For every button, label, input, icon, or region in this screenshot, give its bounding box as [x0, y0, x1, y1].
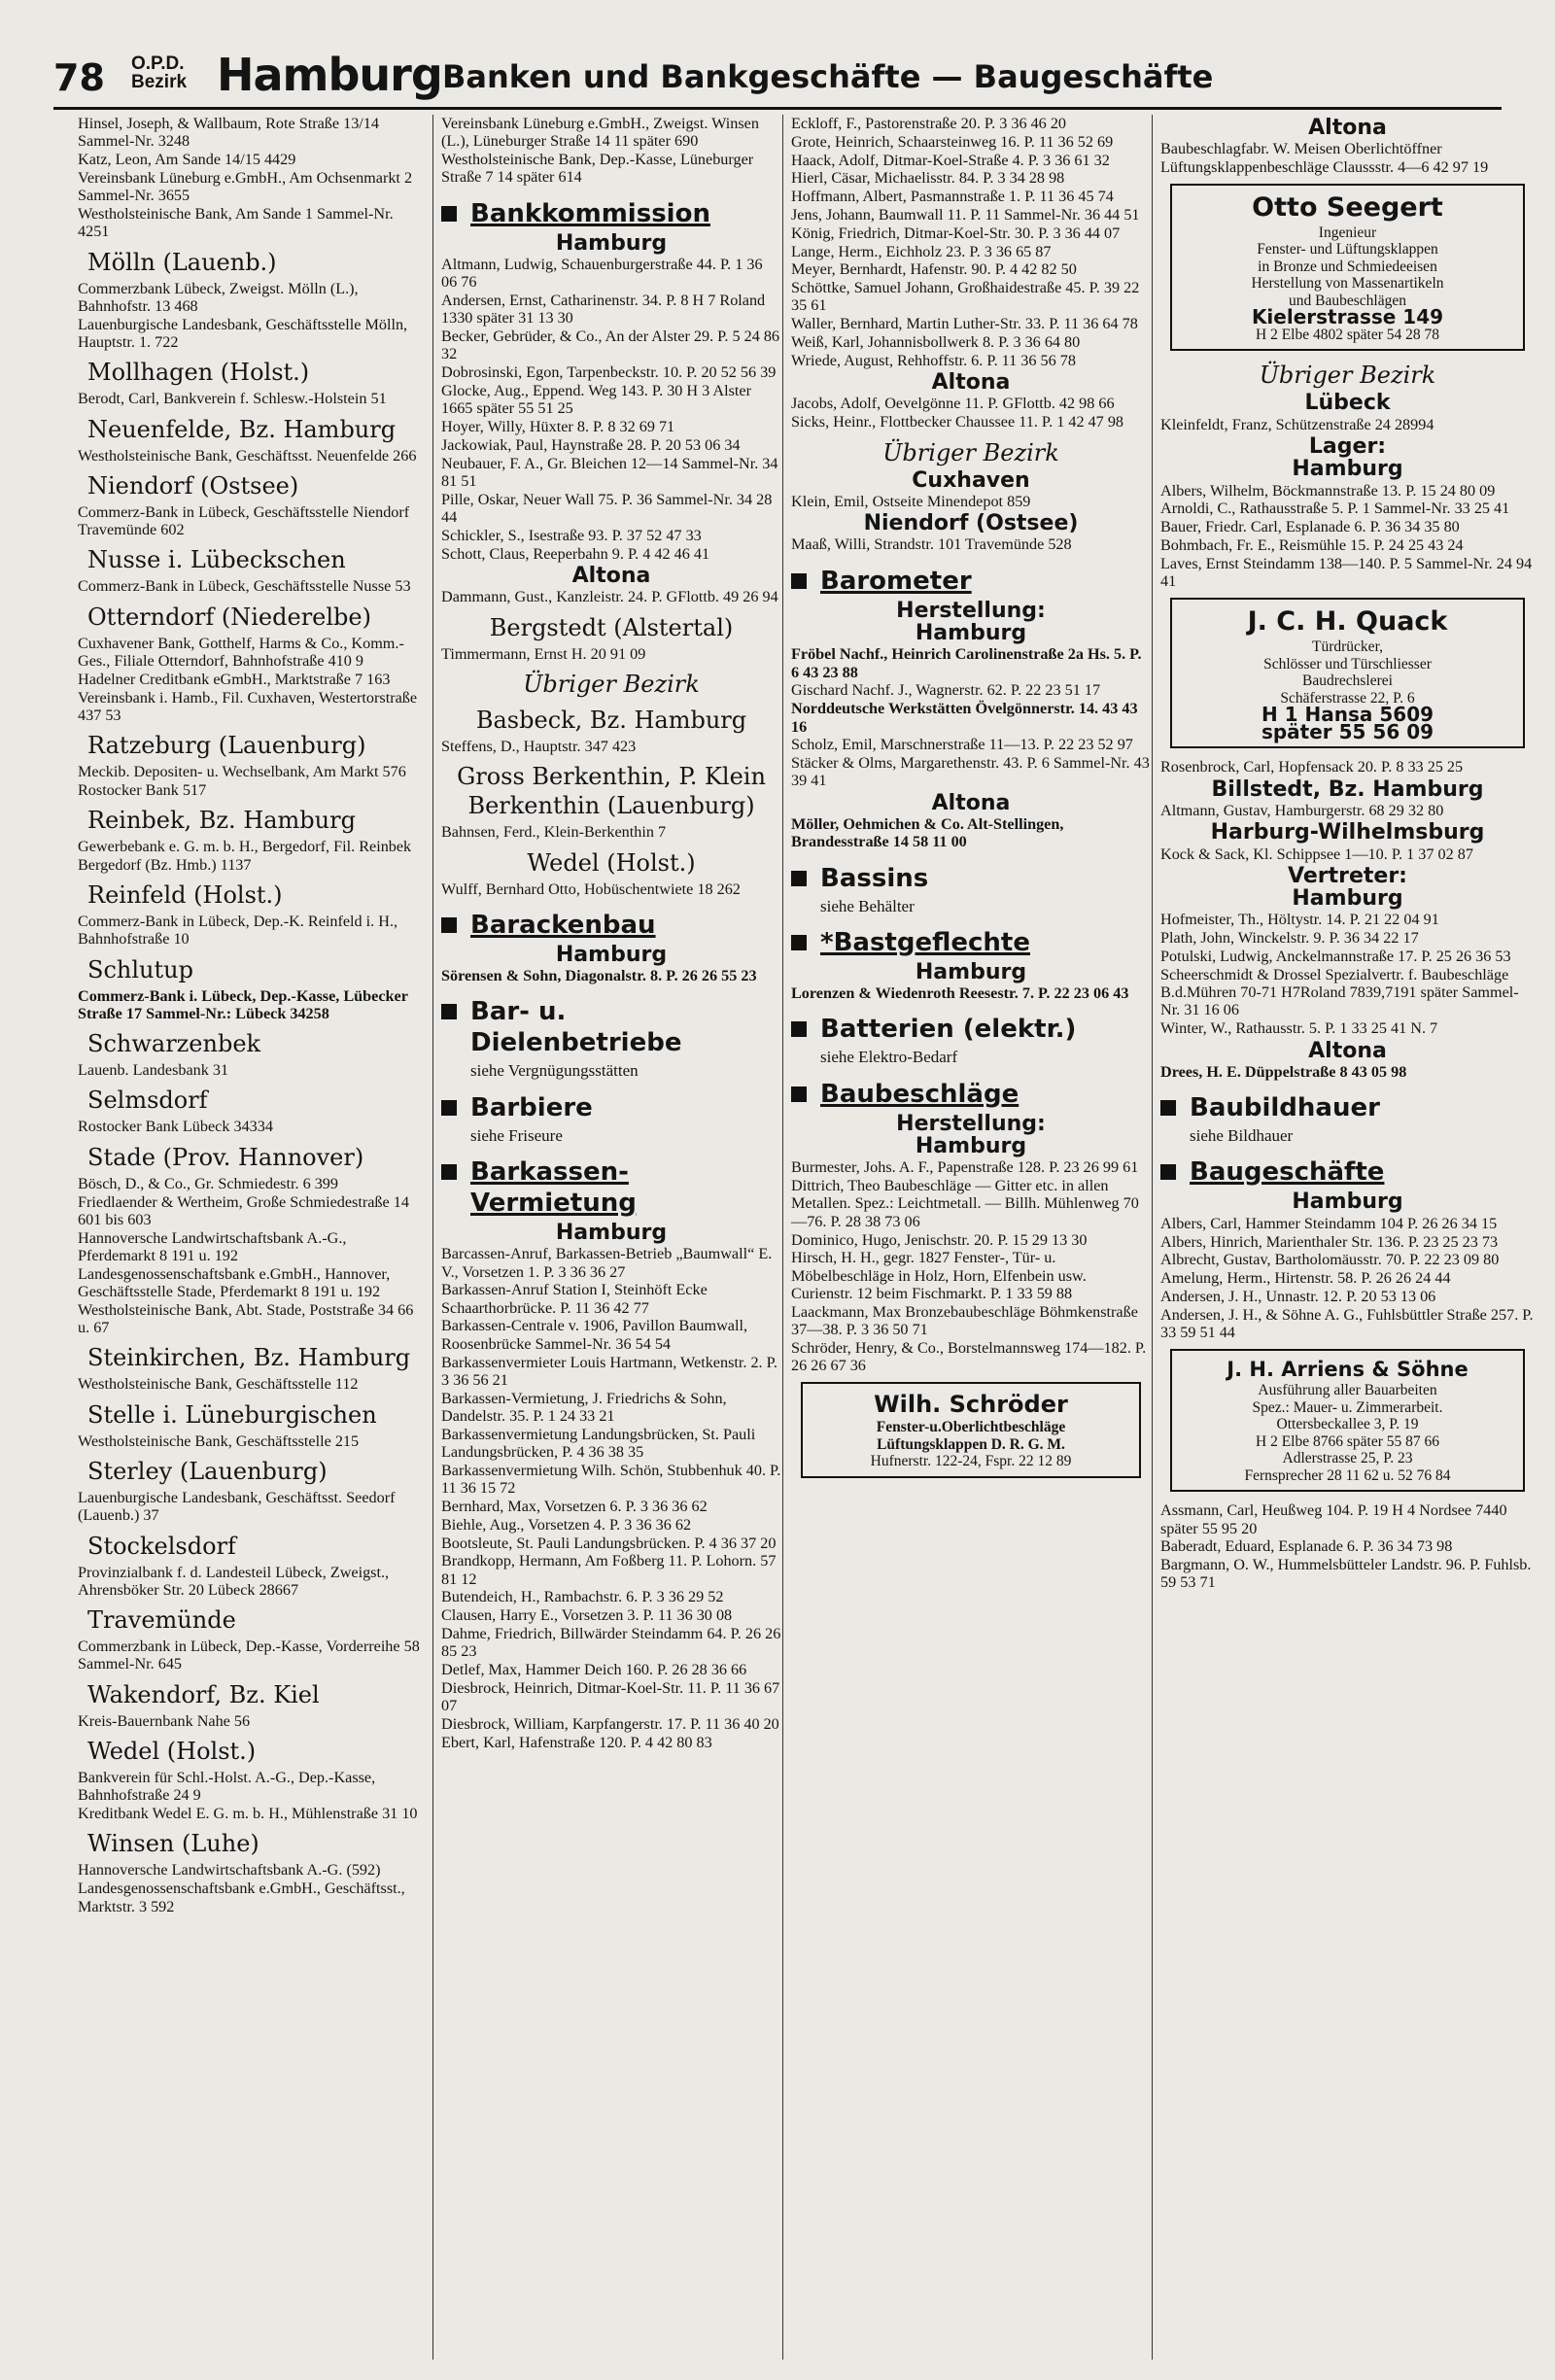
place-heading: Schwarzenbek: [87, 1030, 261, 1058]
category-heading-barbiere: Barbiere: [441, 1092, 781, 1123]
advertisement-box: [801, 1382, 1141, 1478]
place-heading: Wakendorf, Bz. Kiel: [87, 1680, 320, 1708]
list-item: Meyer, Bernhardt, Hafenstr. 90. P. 4 42 82 50: [791, 260, 1077, 279]
list-item: Meckib. Depositen- u. Wechselbank, Am Markt 576: [78, 763, 406, 781]
list-item: Fröbel Nachf., Heinrich Carolinenstraße 2a Hs. 5. P. 6 43 23 88: [791, 645, 1142, 681]
place-heading: Gross Berkenthin, P. Klein Berkenthin (Lauenburg): [457, 763, 766, 820]
ad-line: Fernsprecher 28 11 62 u. 52 76 84: [1244, 1466, 1451, 1484]
sub-heading: Hamburg: [915, 1134, 1027, 1159]
list-item: Brandkopp, Hermann, Am Foßberg 11. P. Lohorn. 57 81 12: [441, 1552, 777, 1588]
sub-heading: Altona: [1308, 1038, 1387, 1063]
ad-line: Ausführung aller Bauarbeiten: [1258, 1382, 1437, 1399]
list-item: Kleinfeldt, Franz, Schützenstraße 24 28994: [1160, 415, 1434, 433]
place-heading: Reinfeld (Holst.): [87, 880, 283, 909]
sub-heading: Hamburg: [555, 942, 668, 967]
list-item: Commerzbank Lübeck, Zweigst. Mölln (L.), Bahnhofstr. 13 468: [78, 279, 359, 315]
category-heading-bar: Bar- u. Dielenbetriebe: [441, 996, 781, 1058]
square-bullet-icon: [791, 1021, 807, 1037]
district-label: O.P.D. Bezirk: [131, 53, 188, 92]
ad-line: Adlerstrasse 25, P. 23: [1282, 1450, 1413, 1467]
list-item: Sicks, Heinr., Flottbecker Chaussee 11. P. 1 42 47 98: [791, 413, 1124, 431]
list-item: Kock & Sack, Kl. Schippsee 1—10. P. 1 37 02 87: [1160, 845, 1473, 863]
list-item: Becker, Gebrüder, & Co., An der Alster 29. P. 5 24 86 32: [441, 328, 780, 363]
ad-line: Hufnerstr. 122-24, Fspr. 22 12 89: [870, 1453, 1072, 1470]
sub-heading: Hamburg: [1292, 1190, 1403, 1215]
ad-firm-name: Wilh. Schröder: [874, 1391, 1068, 1419]
list-item: Wulff, Bernhard Otto, Hobüschentwiete 18 262: [441, 880, 741, 898]
ad-line: Ingenieur: [1318, 224, 1377, 241]
list-item: Baberadt, Eduard, Esplanade 6. P. 36 34 73 98: [1160, 1537, 1453, 1556]
list-item: Biehle, Aug., Vorsetzen 4. P. 3 36 36 62: [441, 1515, 692, 1534]
list-item: König, Friedrich, Ditmar-Koel-Str. 30. P. 3 36 44 07: [791, 224, 1121, 242]
list-item: Barkassenvermietung Landungsbrücken, St. Pauli Landungsbrücken, P. 4 36 38 35: [441, 1425, 756, 1462]
list-item: Jackowiak, Paul, Haynstraße 28. P. 20 53 06 34: [441, 435, 741, 454]
place-heading: Nusse i. Lübeckschen: [87, 546, 346, 574]
place-heading: Stelle i. Lüneburgischen: [87, 1400, 377, 1429]
list-item: Steffens, D., Hauptstr. 347 423: [441, 737, 637, 755]
list-item: Plath, John, Winckelstr. 9. P. 36 34 22 17: [1160, 929, 1419, 948]
list-item: Möller, Oehmichen & Co. Alt-Stellingen, Brandesstraße 14 58 11 00: [791, 815, 1064, 851]
list-item: Barkassen-Centrale v. 1906, Pavillon Baumwall, Roosenbrücke Sammel-Nr. 36 54 54: [441, 1317, 747, 1353]
ad-line: H 2 Elbe 4802 später 54 28 78: [1256, 326, 1439, 343]
place-heading: Übriger Bezirk: [882, 438, 1059, 466]
list-item: Rosenbrock, Carl, Hopfensack 20. P. 8 33 25 25: [1160, 758, 1464, 776]
list-item: Schröder, Henry, & Co., Borstelmannsweg 174—182. P. 26 26 67 36: [791, 1338, 1147, 1375]
square-bullet-icon: [791, 573, 807, 589]
ad-line: später 55 56 09: [1261, 719, 1434, 743]
sub-heading: Niendorf (Ostsee): [863, 511, 1079, 536]
list-item: Hofmeister, Th., Höltystr. 14. P. 21 22 04 91: [1160, 911, 1439, 929]
ad-line: und Baubeschlägen: [1289, 292, 1406, 309]
page-number: 78: [53, 56, 105, 99]
sub-heading: Harburg-Wilhelmsburg: [1210, 820, 1485, 845]
list-item: Rostocker Bank 517: [78, 781, 207, 800]
list-item: Maaß, Willi, Strandstr. 101 Travemünde 528: [791, 535, 1072, 554]
sub-heading: Hamburg: [555, 230, 668, 256]
ad-line: Schlösser und Türschliesser: [1263, 655, 1432, 673]
list-item: Hirsch, H. H., gegr. 1827 Fenster-, Tür- u. Möbelbeschläge in Holz, Horn, Elfenbein usw. Curienstr. 12 beim Fischmarkt. P. 1 33 59 88: [791, 1249, 1087, 1302]
square-bullet-icon: [441, 1004, 457, 1019]
square-bullet-icon: [791, 935, 807, 950]
list-item: Westholsteinische Bank, Geschäftsstelle 112: [78, 1375, 359, 1394]
category-heading-baubeschlaege: Baubeschläge: [791, 1079, 1151, 1110]
ad-line: Herstellung von Massenartikeln: [1251, 275, 1444, 293]
list-item: Waller, Bernhard, Martin Luther-Str. 33. P. 11 36 64 78: [791, 315, 1138, 333]
list-item: Barkassen-Vermietung, J. Friedrichs & Sohn, Dandelstr. 35. P. 1 24 33 21: [441, 1389, 727, 1425]
list-item: Barkassen-Anruf Station I, Steinhöft Ecke Schaarthorbrücke. P. 11 36 42 77: [441, 1281, 708, 1317]
column-4: [1152, 115, 1535, 2360]
list-item: Hannoversche Landwirtschaftsbank A.-G. (592): [78, 1861, 381, 1880]
list-item: Haack, Adolf, Ditmar-Koel-Straße 4. P. 3 36 61 32: [791, 151, 1110, 169]
list-item: Eckloff, F., Pastorenstraße 20. P. 3 36 46 20: [791, 115, 1067, 132]
place-heading: Stockelsdorf: [87, 1532, 236, 1560]
list-item: Albers, Wilhelm, Böckmannstraße 13. P. 15 24 80 09: [1160, 481, 1496, 500]
list-item: Timmermann, Ernst H. 20 91 09: [441, 644, 646, 663]
place-heading: Wedel (Holst.): [527, 848, 696, 877]
see-reference: siehe Behälter: [820, 896, 915, 915]
list-item: Westholsteinische Bank, Abt. Stade, Poststraße 34 66 u. 67: [78, 1300, 414, 1337]
list-item: Detlef, Max, Hammer Deich 160. P. 26 28 36 66: [441, 1661, 747, 1679]
ad-firm-name: J. C. H. Quack: [1247, 606, 1448, 638]
list-item: Laves, Ernst Steindamm 138—140. P. 5 Sammel-Nr. 24 94 41: [1160, 554, 1533, 591]
place-heading: Winsen (Luhe): [87, 1830, 259, 1858]
place-heading: Mollhagen (Holst.): [87, 359, 310, 387]
ad-line: Fenster- und Lüftungsklappen: [1257, 241, 1438, 259]
ad-line: Schäferstrasse 22, P. 6: [1280, 689, 1415, 707]
sub-heading: Vertreter:: [1288, 863, 1407, 888]
place-heading: Stade (Prov. Hannover): [87, 1143, 364, 1171]
column-3: [782, 115, 1151, 2360]
list-item: Hinsel, Joseph, & Wallbaum, Rote Straße 13/14 Sammel-Nr. 3248: [78, 115, 379, 151]
list-item: Dobrosinski, Egon, Tarpenbeckstr. 10. P. 20 52 56 39: [441, 363, 777, 382]
square-bullet-icon: [791, 1087, 807, 1102]
place-heading: Niendorf (Ostsee): [87, 471, 299, 500]
list-item: Schickler, S., Isestraße 93. P. 37 52 47 33: [441, 526, 702, 544]
square-bullet-icon: [1160, 1100, 1176, 1116]
list-item: Vereinsbank i. Hamb., Fil. Cuxhaven, Westertorstraße 437 53: [78, 688, 418, 724]
list-item: Jacobs, Adolf, Oevelgönne 11. P. GFlottb. 42 98 66: [791, 395, 1115, 413]
list-item: Burmester, Johs. A. F., Papenstraße 128. P. 23 26 99 61: [791, 1158, 1139, 1177]
see-reference: siehe Friseure: [470, 1125, 563, 1145]
place-heading: Sterley (Lauenburg): [87, 1457, 328, 1485]
list-item: Vereinsbank Lüneburg e.GmbH., Am Ochsenmarkt 2 Sammel-Nr. 3655: [78, 168, 413, 205]
list-item: Gischard Nachf. J., Wagnerstr. 62. P. 22 23 51 17: [791, 681, 1101, 700]
sub-heading: Hamburg: [915, 621, 1027, 646]
list-item: Commerzbank in Lübeck, Dep.-Kasse, Vorderreihe 58 Sammel-Nr. 645: [78, 1638, 420, 1673]
list-item: Bösch, D., & Co., Gr. Schmiedestr. 6 399: [78, 1174, 338, 1192]
ad-line: Spez.: Mauer- u. Zimmerarbeit.: [1252, 1398, 1443, 1416]
list-item: Dammann, Gust., Kanzleistr. 24. P. GFlottb. 49 26 94: [441, 588, 778, 606]
category-heading-bassins: Bassins: [791, 863, 1151, 894]
list-item: Assmann, Carl, Heußweg 104. P. 19 H 4 Nordsee 7440 später 55 95 20: [1160, 1501, 1507, 1537]
list-item: Commerz-Bank i. Lübeck, Dep.-Kasse, Lübecker Straße 17 Sammel-Nr.: Lübeck 34258: [78, 986, 408, 1022]
square-bullet-icon: [441, 206, 457, 222]
list-item: Schott, Claus, Reeperbahn 9. P. 4 42 46 41: [441, 544, 710, 563]
sub-heading: Hamburg: [1292, 457, 1403, 482]
sub-heading: Hamburg: [915, 959, 1027, 984]
list-item: Lauenburgische Landesbank, Geschäftsstelle Mölln, Hauptstr. 1. 722: [78, 315, 408, 351]
category-heading-baubildhauer: Baubildhauer: [1160, 1092, 1535, 1123]
ad-line: Kielerstrasse 149: [1251, 305, 1444, 329]
ad-line: in Bronze und Schmiedeeisen: [1258, 258, 1437, 275]
list-item: Drees, H. E. Düppelstraße 8 43 05 98: [1160, 1062, 1407, 1081]
place-heading: Übriger Bezirk: [523, 670, 700, 698]
page-header: [53, 49, 1502, 110]
sub-heading: Billstedt, Bz. Hamburg: [1211, 776, 1484, 802]
section-title: Banken und Bankgeschäfte — Baugeschäfte: [442, 58, 1214, 95]
list-item: Bargmann, O. W., Hummelsbütteler Landstr. 96. P. Fuhlsb. 59 53 71: [1160, 1556, 1532, 1592]
list-item: Baubeschlagfabr. W. Meisen Oberlichtöffner Lüftungsklappenbeschläge Claussstr. 4—6 42 97 19: [1160, 140, 1489, 176]
list-item: Lauenb. Landesbank 31: [78, 1061, 229, 1080]
list-item: Wriede, August, Rehhoffstr. 6. P. 11 36 56 78: [791, 351, 1076, 369]
sub-heading: Altona: [931, 370, 1011, 396]
list-item: Gewerbebank e. G. m. b. H., Bergedorf, Fil. Reinbek Bergedorf (Bz. Hmb.) 1137: [78, 838, 412, 874]
place-heading: Selmsdorf: [87, 1087, 208, 1115]
list-item: Albers, Hinrich, Marienthaler Str. 136. P. 23 25 23 73: [1160, 1232, 1499, 1251]
list-item: Landesgenossenschaftsbank e.GmbH., Hannover, Geschäftsstelle Stade, Pferdemarkt 8 191 u. 192: [78, 1264, 391, 1300]
list-item: Hoyer, Willy, Hüxter 8. P. 8 32 69 71: [441, 418, 675, 436]
column-1: [78, 115, 423, 2360]
sub-heading: Altona: [1308, 116, 1387, 140]
list-item: Commerz-Bank in Lübeck, Dep.-K. Reinfeld i. H., Bahnhofstraße 10: [78, 912, 398, 949]
category-heading-barkassen: Barkassen-Vermietung: [441, 1156, 781, 1219]
square-bullet-icon: [441, 1100, 457, 1116]
list-item: Kreditbank Wedel E. G. m. b. H., Mühlenstraße 31 10: [78, 1805, 418, 1823]
list-item: Altmann, Gustav, Hamburgerstr. 68 29 32 80: [1160, 801, 1444, 819]
sub-heading: Hamburg: [1292, 886, 1403, 912]
list-item: Altmann, Ludwig, Schauenburgerstraße 44. P. 1 36 06 76: [441, 255, 763, 292]
list-item: Stäcker & Olms, Margarethenstr. 43. P. 6 Sammel-Nr. 43 39 41: [791, 754, 1150, 790]
list-item: Sörensen & Sohn, Diagonalstr. 8. P. 26 26 55 23: [441, 967, 757, 985]
list-item: Commerz-Bank in Lübeck, Geschäftsstelle Niendorf Travemünde 602: [78, 502, 410, 539]
list-item: Schöttke, Samuel Johann, Großhaidestraße 45. P. 39 22 35 61: [791, 279, 1140, 315]
list-item: Albrecht, Gustav, Bartholomäusstr. 70. P. 22 23 09 80: [1160, 1251, 1500, 1269]
see-reference: siehe Vergnügungsstätten: [470, 1061, 639, 1081]
list-item: Butendeich, H., Rambachstr. 6. P. 3 36 29 52: [441, 1588, 724, 1606]
list-item: Westholsteinische Bank, Geschäftsst. Neuenfelde 266: [78, 446, 417, 465]
sub-heading: Herstellung:: [896, 1111, 1046, 1136]
list-item: Vereinsbank Lüneburg e.GmbH., Zweigst. Winsen (L.), Lüneburger Straße 14 11 später 690: [441, 115, 759, 151]
list-item: Lauenburgische Landesbank, Geschäftsst. Seedorf (Lauenb.) 37: [78, 1488, 396, 1525]
see-reference: siehe Elektro-Bedarf: [820, 1048, 958, 1067]
list-item: Jens, Johann, Baumwall 11. P. 11 Sammel-Nr. 36 44 51: [791, 205, 1140, 224]
place-heading: Schlutup: [87, 955, 193, 983]
list-item: Arnoldi, C., Rathausstraße 5. P. 1 Sammel-Nr. 33 25 41: [1160, 500, 1510, 518]
ad-line: Türdrücker,: [1312, 638, 1383, 656]
list-item: Friedlaender & Wertheim, Große Schmiedestraße 14 601 bis 603: [78, 1192, 409, 1228]
sub-heading: Cuxhaven: [912, 467, 1030, 493]
place-heading: Otterndorf (Niederelbe): [87, 603, 371, 631]
list-item: Dominico, Hugo, Jenischstr. 20. P. 15 29 13 30: [791, 1230, 1088, 1249]
list-item: Scholz, Emil, Marschnerstraße 11—13. P. 22 23 52 97: [791, 736, 1133, 754]
list-item: Albers, Carl, Hammer Steindamm 104 P. 26 26 34 15: [1160, 1214, 1498, 1232]
list-item: Lange, Herm., Eichholz 23. P. 3 36 65 87: [791, 242, 1052, 260]
list-item: Potulski, Ludwig, Anckelmannstraße 17. P. 25 26 36 53: [1160, 948, 1511, 966]
ad-line: Lüftungsklappen D. R. G. M.: [877, 1435, 1065, 1453]
list-item: Hadelner Creditbank eGmbH., Marktstraße 7 163: [78, 670, 391, 688]
list-item: Andersen, J. H., Unnastr. 12. P. 20 53 13 06: [1160, 1287, 1436, 1305]
sub-heading: Lager:: [1308, 433, 1387, 459]
list-item: Rostocker Bank Lübeck 34334: [78, 1118, 273, 1136]
place-heading: Steinkirchen, Bz. Hamburg: [87, 1344, 411, 1372]
list-item: Hierl, Cäsar, Michaelisstr. 84. P. 3 34 28 98: [791, 169, 1065, 188]
city-title: Hamburg: [217, 49, 442, 101]
list-item: Amelung, Herm., Hirtenstr. 58. P. 26 26 24 44: [1160, 1269, 1451, 1288]
list-item: Cuxhavener Bank, Gotthelf, Harms & Co., Komm.-Ges., Filiale Otterndorf, Bahnhofstraße 410 9: [78, 634, 404, 671]
ad-firm-name: J. H. Arriens & Söhne: [1227, 1358, 1469, 1382]
list-item: Weiß, Karl, Johannisbollwerk 8. P. 3 36 64 80: [791, 333, 1081, 352]
list-item: Bernhard, Max, Vorsetzen 6. P. 3 36 36 62: [441, 1497, 708, 1515]
list-item: Klein, Emil, Ostseite Minendepot 859: [791, 492, 1031, 510]
place-heading: Mölln (Lauenb.): [87, 248, 277, 276]
list-item: Bauer, Friedr. Carl, Esplanade 6. P. 36 34 35 80: [1160, 518, 1460, 536]
list-item: Berodt, Carl, Bankverein f. Schlesw.-Holstein 51: [78, 390, 387, 408]
place-heading: Übriger Bezirk: [1259, 362, 1436, 390]
list-item: Westholsteinische Bank, Am Sande 1 Sammel-Nr. 4251: [78, 204, 394, 241]
category-heading-barometer: Barometer: [791, 566, 1151, 597]
list-item: Ebert, Karl, Hafenstraße 120. P. 4 42 80 83: [441, 1733, 712, 1751]
ad-line: H 1 Hansa 5609: [1261, 703, 1434, 727]
see-reference: siehe Bildhauer: [1190, 1126, 1294, 1146]
list-item: Norddeutsche Werkstätten Övelgönnerstr. 14. 43 43 16: [791, 700, 1138, 736]
square-bullet-icon: [441, 1164, 457, 1180]
list-item: Grote, Heinrich, Schaarsteinweg 16. P. 11 36 52 69: [791, 132, 1114, 151]
sub-heading: Altona: [571, 564, 651, 589]
category-heading-bastgeflechte: *Bastgeflechte: [791, 927, 1151, 958]
list-item: Barkassenvermietung Wilh. Schön, Stubbenhuk 40. P. 11 36 15 72: [441, 1461, 781, 1498]
square-bullet-icon: [791, 871, 807, 886]
ad-line: Ottersbeckallee 3, P. 19: [1276, 1416, 1419, 1433]
sub-heading: Herstellung:: [896, 598, 1046, 623]
square-bullet-icon: [441, 917, 457, 933]
list-item: Commerz-Bank in Lübeck, Geschäftsstelle Nusse 53: [78, 577, 411, 596]
category-heading-bankkommission: Bankkommission: [441, 198, 781, 229]
list-item: Bankverein für Schl.-Holst. A.-G., Dep.-Kasse, Bahnhofstraße 24 9: [78, 1769, 376, 1805]
list-item: Andersen, J. H., & Söhne A. G., Fuhlsbüttler Straße 257. P. 33 59 51 44: [1160, 1305, 1534, 1341]
list-item: Scheerschmidt & Drossel Spezialvertr. f. Baubeschläge B.d.Mühren 70-71 H7Roland 7839,7191 später Sammel-Nr. 31 16 06: [1160, 965, 1519, 1019]
list-item: Glocke, Aug., Eppend. Weg 143. P. 30 H 3 Alster 1665 später 55 51 25: [441, 382, 751, 418]
list-item: Lorenzen & Wiedenroth Reesestr. 7. P. 22 23 06 43: [791, 984, 1129, 1003]
list-item: Andersen, Ernst, Catharinenstr. 34. P. 8 H 7 Roland 1330 später 31 13 30: [441, 292, 766, 328]
sub-heading: Altona: [931, 790, 1011, 815]
list-item: Landesgenossenschaftsbank e.GmbH., Geschäftsst., Marktstr. 3 592: [78, 1880, 405, 1915]
place-heading: Bergstedt (Alstertal): [489, 613, 734, 641]
place-heading: Wedel (Holst.): [87, 1738, 257, 1766]
list-item: Bahnsen, Ferd., Klein-Berkenthin 7: [441, 823, 667, 842]
list-item: Dittrich, Theo Baubeschläge — Gitter etc. in allen Metallen. Spez.: Leichtmetall. — Billh. Mühlenweg 70—76. P. 28 38 73 06: [791, 1177, 1139, 1230]
list-item: Hoffmann, Albert, Pasmannstraße 1. P. 11 36 45 74: [791, 188, 1114, 206]
list-item: Barcassen-Anruf, Barkassen-Betrieb „Baumwall“ E. V., Vorsetzen 1. P. 3 36 36 27: [441, 1245, 773, 1281]
list-item: Clausen, Harry E., Vorsetzen 3. P. 11 36 30 08: [441, 1606, 733, 1625]
list-item: Hannoversche Landwirtschaftsbank A.-G., Pferdemarkt 8 191 u. 192: [78, 1228, 347, 1264]
list-item: Bootsleute, St. Pauli Landungsbrücken. P. 4 36 37 20: [441, 1534, 777, 1552]
ad-line: Fenster-u.Oberlichtbeschläge: [876, 1419, 1066, 1436]
list-item: Winter, W., Rathausstr. 5. P. 1 33 25 41 N. 7: [1160, 1019, 1438, 1038]
category-heading-baugeschaefte: Baugeschäfte: [1160, 1156, 1535, 1188]
place-heading: Basbeck, Bz. Hamburg: [475, 706, 747, 734]
place-heading: Reinbek, Bz. Hamburg: [87, 807, 356, 835]
ad-firm-name: Otto Seegert: [1252, 191, 1443, 223]
category-heading-barackenbau: Barackenbau: [441, 910, 781, 941]
list-item: Dahme, Friedrich, Billwärder Steindamm 64. P. 26 26 85 23: [441, 1625, 781, 1661]
advertisement-box: [1170, 598, 1525, 748]
sub-heading: Hamburg: [555, 1221, 668, 1245]
category-heading-batterien: Batterien (elektr.): [791, 1014, 1151, 1045]
list-item: Laackmann, Max Bronzebaubeschläge Böhmkenstraße 37—38. P. 3 36 50 71: [791, 1302, 1138, 1339]
list-item: Katz, Leon, Am Sande 14/15 4429: [78, 151, 296, 169]
ad-line: H 2 Elbe 8766 später 55 87 66: [1256, 1432, 1439, 1450]
place-heading: Travemünde: [87, 1606, 236, 1635]
list-item: Barkassenvermieter Louis Hartmann, Wetkenstr. 2. P. 3 36 56 21: [441, 1353, 778, 1389]
column-2: [432, 115, 781, 2360]
list-item: Bohmbach, Fr. E., Reismühle 15. P. 24 25 43 24: [1160, 535, 1464, 554]
ad-line: Baudrechslerei: [1302, 673, 1393, 690]
list-item: Pille, Oskar, Neuer Wall 75. P. 36 Sammel-Nr. 34 28 44: [441, 490, 773, 527]
advertisement-box: [1170, 184, 1525, 352]
place-heading: Neuenfelde, Bz. Hamburg: [87, 415, 397, 443]
list-item: Neubauer, F. A., Gr. Bleichen 12—14 Sammel-Nr. 34 81 51: [441, 454, 778, 491]
list-item: Kreis-Bauernbank Nahe 56: [78, 1711, 251, 1730]
list-item: Westholsteinische Bank, Geschäftsstelle 215: [78, 1431, 360, 1450]
list-item: Diesbrock, Heinrich, Ditmar-Koel-Str. 11. P. 11 36 67 07: [441, 1678, 780, 1715]
list-item: Westholsteinische Bank, Dep.-Kasse, Lüneburger Straße 7 14 später 614: [441, 151, 754, 187]
list-item: Diesbrock, William, Karpfangerstr. 17. P. 11 36 40 20: [441, 1715, 779, 1734]
advertisement-box: [1170, 1349, 1525, 1492]
place-heading: Ratzeburg (Lauenburg): [87, 732, 366, 760]
list-item: Provinzialbank f. d. Landesteil Lübeck, Zweigst., Ahrensböker Str. 20 Lübeck 28667: [78, 1563, 390, 1599]
sub-heading: Lübeck: [1304, 391, 1391, 416]
square-bullet-icon: [1160, 1164, 1176, 1180]
